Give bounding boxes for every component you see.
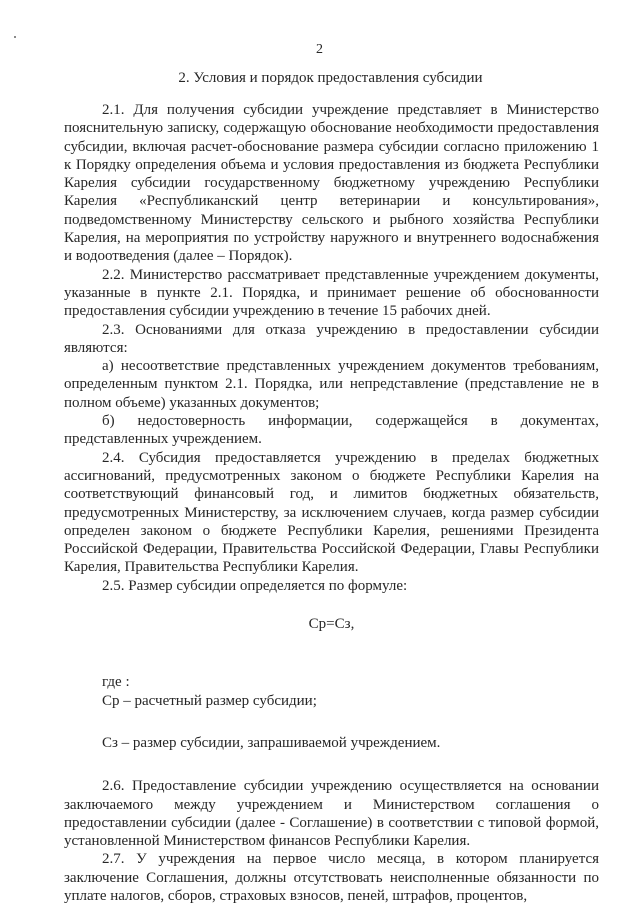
- paragraph-2-3: 2.3. Основаниями для отказа учреждению в предоставлении субсидии являются:: [64, 321, 599, 356]
- page-number: 2: [316, 42, 323, 57]
- paragraph-2-6: 2.6. Предоставление субсидии учреждению осуществляется на основании заключаемого между учреждением и Министерством соглашения о предоставлении субсидии (далее - Соглашение) в соответствии с типовой формой, установленной Министерством финансов Республики Карелия.: [64, 778, 599, 850]
- paragraph-2-5: 2.5. Размер субсидии определяется по формуле:: [102, 577, 408, 594]
- paragraph-2-3-a: а) несоответствие представленных учреждением документов требованиям, определенным пунктом 2.1. Порядка, или непредставление (представление не в полном объеме) указанных документов;: [64, 358, 599, 411]
- definition-cr: Ср – расчетный размер субсидии;: [102, 692, 317, 709]
- formula: Ср=Сз,: [308, 616, 355, 633]
- paragraph-2-4: 2.4. Субсидия предоставляется учреждению в пределах бюджетных ассигнований, предусмотренных законом о бюджете Республики Карелия на соответствующий финансовый год, и лимитов бюджетных обязательств, предусмотренных Министерству, за исключением случаев, когда размер субсидии определен законом о бюджете Республики Карелия, решениями Президента Российской Федерации, Правительства Российской Федерации, Главы Республики Карелия, Правительства Республики Карелия.: [64, 449, 599, 576]
- paragraph-2-2: 2.2. Министерство рассматривает представленные учреждением документы, указанные в пункте 2.1. Порядка, и принимает решение об обоснованности предоставления субсидии учреждению в течение 15 рабочих дней.: [64, 266, 599, 320]
- definition-cz: Сз – размер субсидии, запрашиваемой учреждением.: [102, 734, 441, 751]
- document-body: [64, 101, 599, 905]
- scan-artifact: [14, 36, 16, 38]
- where-label: где :: [102, 674, 130, 691]
- paragraph-2-7: 2.7. У учреждения на первое число месяца, в котором планируется заключение Соглашения, должны отсутствовать неисполненные обязанности по уплате налогов, сборов, страховых взносов, пеней, штрафов, процентов,: [64, 851, 599, 904]
- paragraph-2-3-b: б) недостоверность информации, содержащейся в документах, представленных учреждением.: [64, 413, 599, 448]
- paragraph-2-1: 2.1. Для получения субсидии учреждение представляет в Министерство пояснительную записку, содержащую обоснование необходимости предоставления субсидии, включая расчет-обоснование размера субсидии согласно приложению 1 к Порядку определения объема и условия предоставления из бюджета Республики Карелия субсидии государственному бюджетному учреждению Республики Карелия «Республиканский центр ветеринарии и консультирования», подведомственному Министерству сельского и рыбного хозяйства Республики Карелия, на мероприятия по устройству наружного и внутреннего водоснабжения и водоотведения (далее – Порядок).: [64, 102, 599, 265]
- section-heading: 2. Условия и порядок предоставления субсидии: [178, 70, 483, 86]
